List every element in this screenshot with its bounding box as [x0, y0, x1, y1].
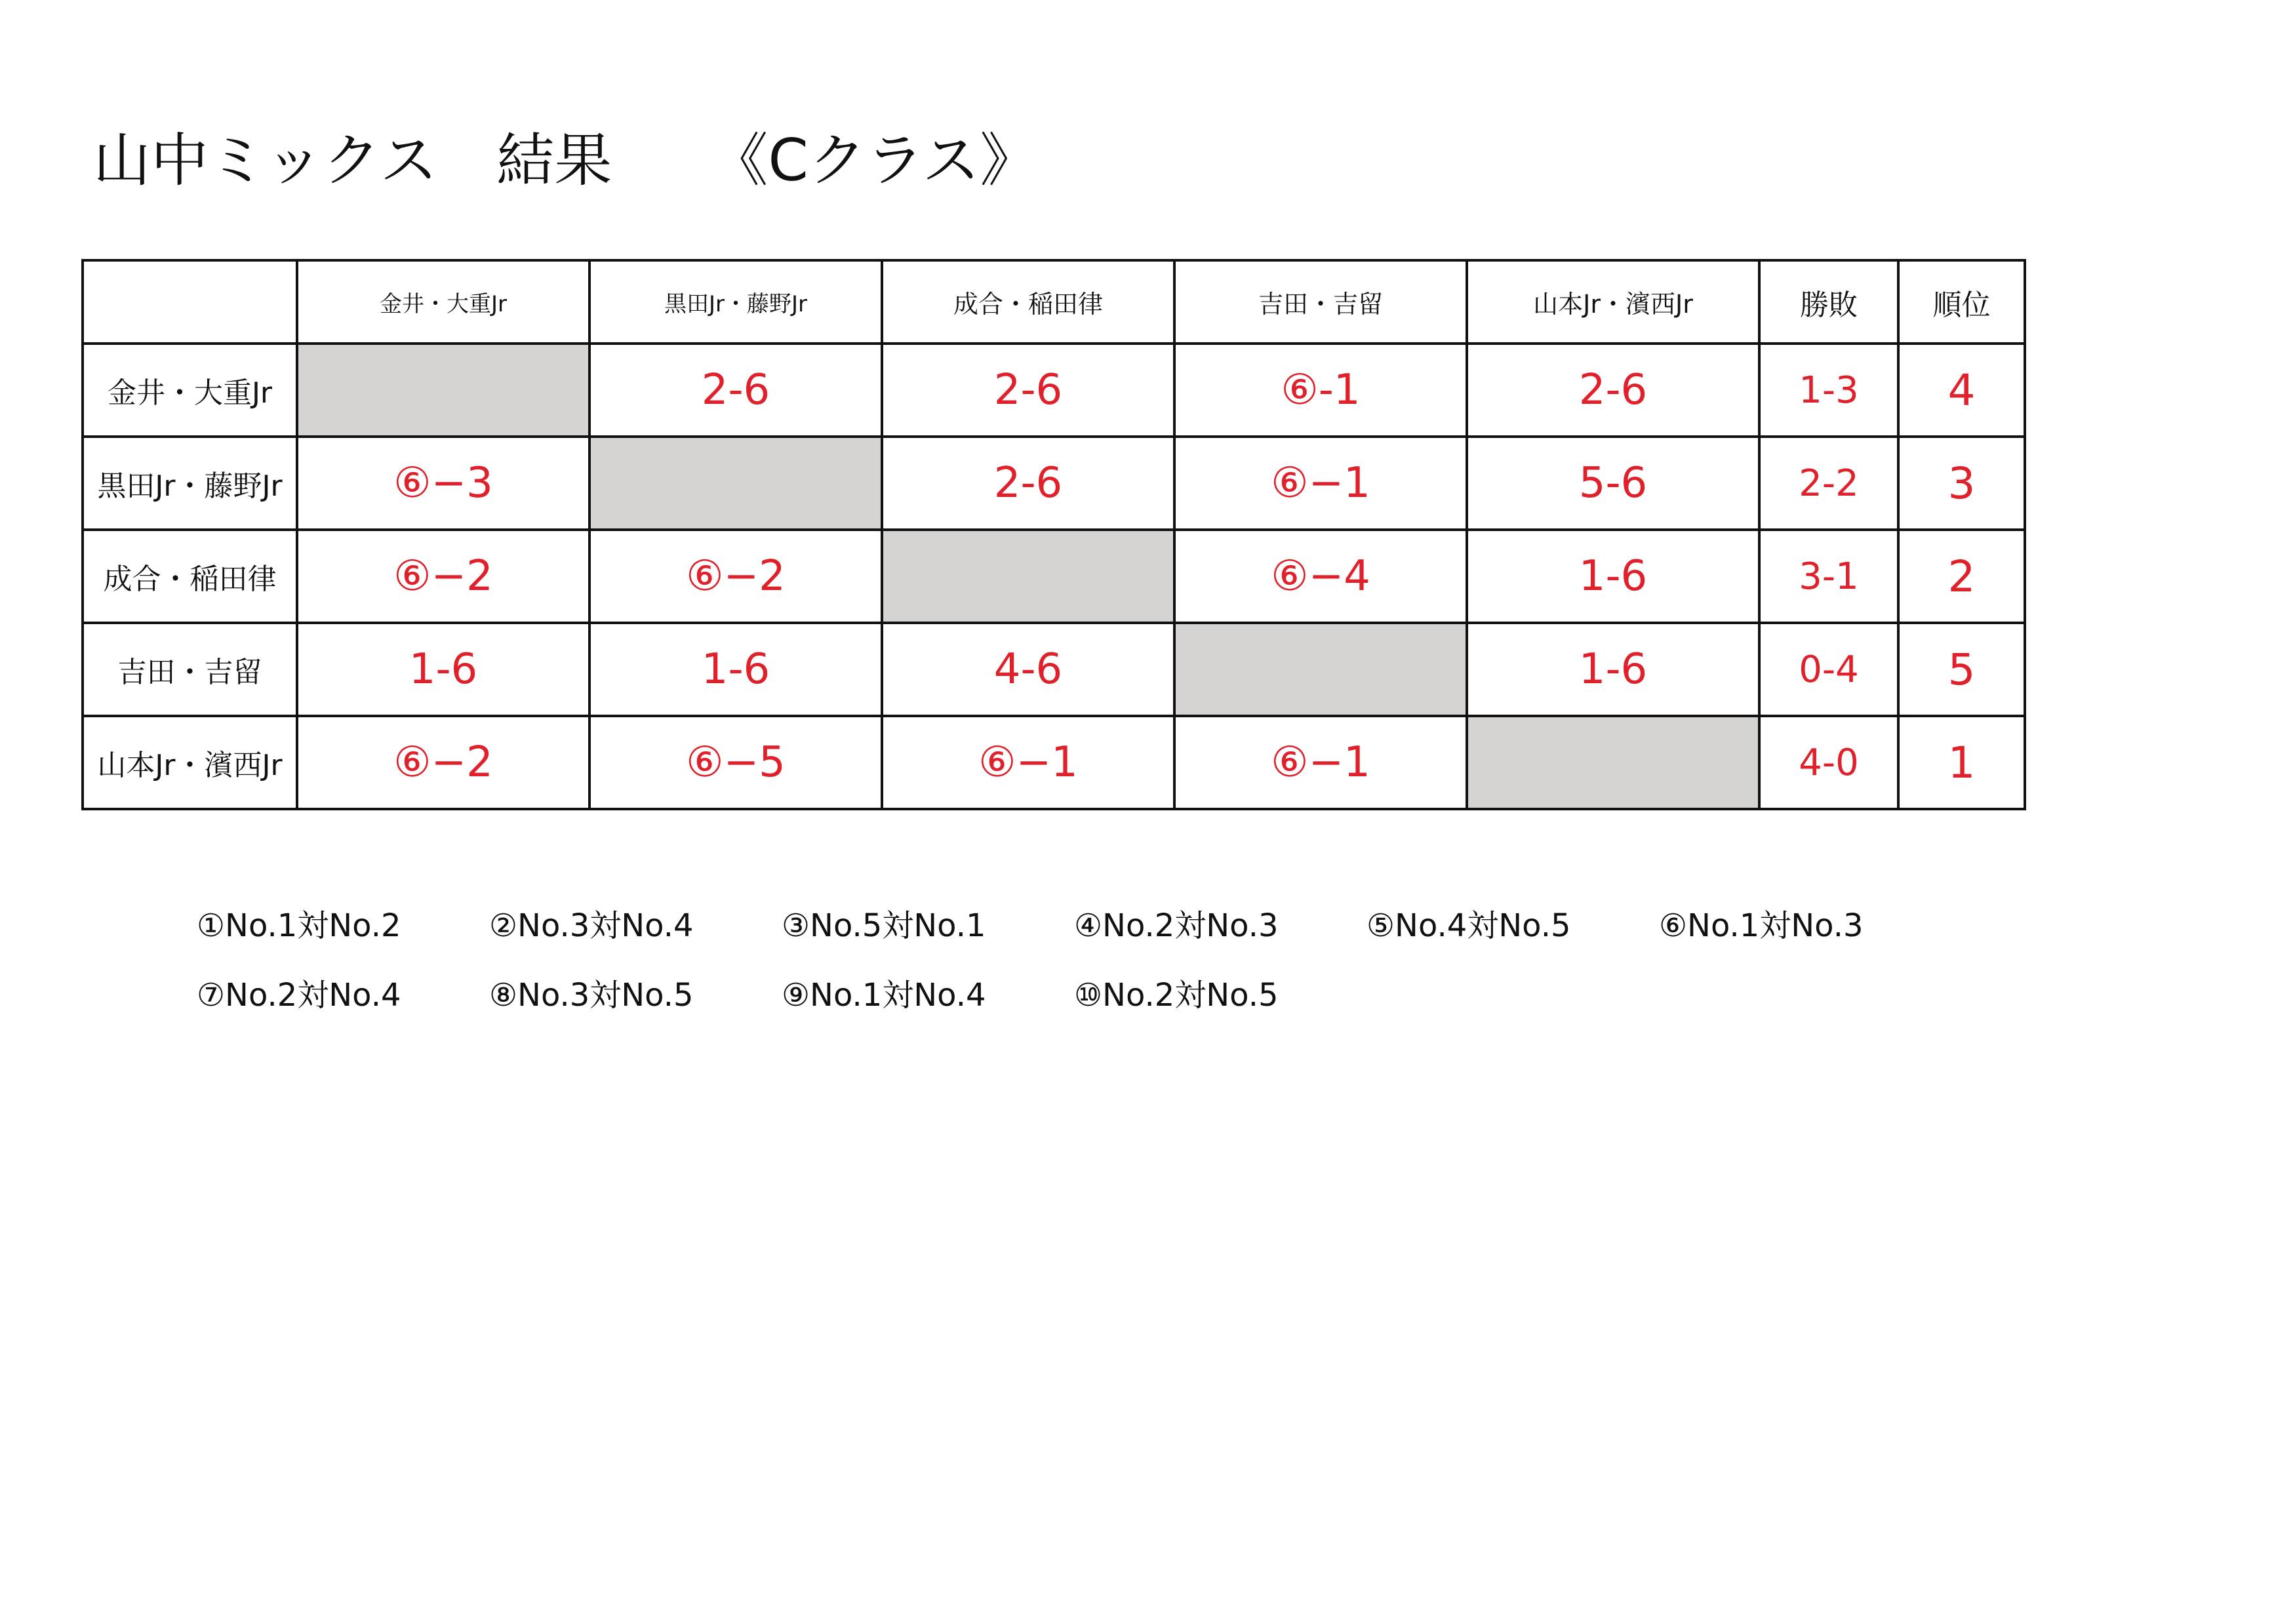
score-cell: ⑥−1 [882, 716, 1174, 809]
table-row [83, 716, 2025, 809]
blank-cell [297, 344, 589, 437]
score-cell: ⑥−2 [297, 530, 589, 623]
score-cell: 2-6 [882, 344, 1174, 437]
rank-cell: 3 [1898, 437, 2025, 530]
record-cell: 0-4 [1759, 623, 1898, 716]
column-header-record: 勝敗 [1759, 260, 1898, 344]
rank-cell: 2 [1898, 530, 2025, 623]
schedule-item: ⑨No.1対No.4 [782, 977, 986, 1014]
score-cell: ⑥−2 [297, 716, 589, 809]
row-team-name: 成合・稲田律 [83, 530, 297, 623]
match-schedule [197, 905, 1951, 1044]
score-cell: 2-6 [882, 437, 1174, 530]
record-cell: 1-3 [1759, 344, 1898, 437]
column-header-rank: 順位 [1898, 260, 2025, 344]
schedule-item: ⑦No.2対No.4 [197, 977, 401, 1014]
schedule-row [197, 974, 1951, 1044]
blank-cell [1467, 716, 1759, 809]
schedule-item: ④No.2対No.3 [1074, 907, 1279, 944]
score-cell: ⑥-1 [1174, 344, 1467, 437]
column-header: 山本Jr・濱西Jr [1467, 260, 1759, 344]
record-cell: 2-2 [1759, 437, 1898, 530]
corner-cell [83, 260, 297, 344]
schedule-item: ③No.5対No.1 [782, 907, 986, 944]
score-cell: ⑥−4 [1174, 530, 1467, 623]
row-team-name: 金井・大重Jr [83, 344, 297, 437]
result-label: 結果 [496, 127, 612, 194]
column-header: 黒田Jr・藤野Jr [589, 260, 882, 344]
schedule-item: ⑧No.3対No.5 [489, 977, 694, 1014]
blank-cell [1174, 623, 1467, 716]
column-header: 金井・大重Jr [297, 260, 589, 344]
row-team-name: 吉田・吉留 [83, 623, 297, 716]
score-cell: 1-6 [297, 623, 589, 716]
row-team-name: 山本Jr・濱西Jr [83, 716, 297, 809]
rank-cell: 5 [1898, 623, 2025, 716]
score-cell: ⑥−3 [297, 437, 589, 530]
results-table [81, 259, 2026, 810]
column-header: 吉田・吉留 [1174, 260, 1467, 344]
table-row [83, 623, 2025, 716]
schedule-item: ⑤No.4対No.5 [1367, 907, 1571, 944]
schedule-item: ⑥No.1対No.3 [1659, 907, 1864, 944]
rank-cell: 1 [1898, 716, 2025, 809]
score-cell: ⑥−5 [589, 716, 882, 809]
record-cell: 3-1 [1759, 530, 1898, 623]
schedule-item: ②No.3対No.4 [489, 907, 694, 944]
blank-cell [882, 530, 1174, 623]
score-cell: 5-6 [1467, 437, 1759, 530]
schedule-row [197, 905, 1951, 974]
score-cell: 1-6 [1467, 530, 1759, 623]
table-row [83, 437, 2025, 530]
blank-cell [589, 437, 882, 530]
rank-cell: 4 [1898, 344, 2025, 437]
table-row [83, 530, 2025, 623]
event-name: 山中ミックス [93, 127, 438, 194]
score-cell: ⑥−1 [1174, 716, 1467, 809]
score-cell: ⑥−2 [589, 530, 882, 623]
row-team-name: 黒田Jr・藤野Jr [83, 437, 297, 530]
schedule-item: ①No.1対No.2 [197, 907, 401, 944]
score-cell: ⑥−1 [1174, 437, 1467, 530]
page-title [93, 121, 1037, 200]
score-cell: 1-6 [1467, 623, 1759, 716]
table-row [83, 344, 2025, 437]
column-header: 成合・稲田律 [882, 260, 1174, 344]
header-row [83, 260, 2025, 344]
score-cell: 2-6 [1467, 344, 1759, 437]
score-cell: 4-6 [882, 623, 1174, 716]
schedule-item: ⑩No.2対No.5 [1074, 977, 1279, 1014]
record-cell: 4-0 [1759, 716, 1898, 809]
score-cell: 2-6 [589, 344, 882, 437]
class-label: 《Cクラス》 [710, 127, 1038, 194]
score-cell: 1-6 [589, 623, 882, 716]
